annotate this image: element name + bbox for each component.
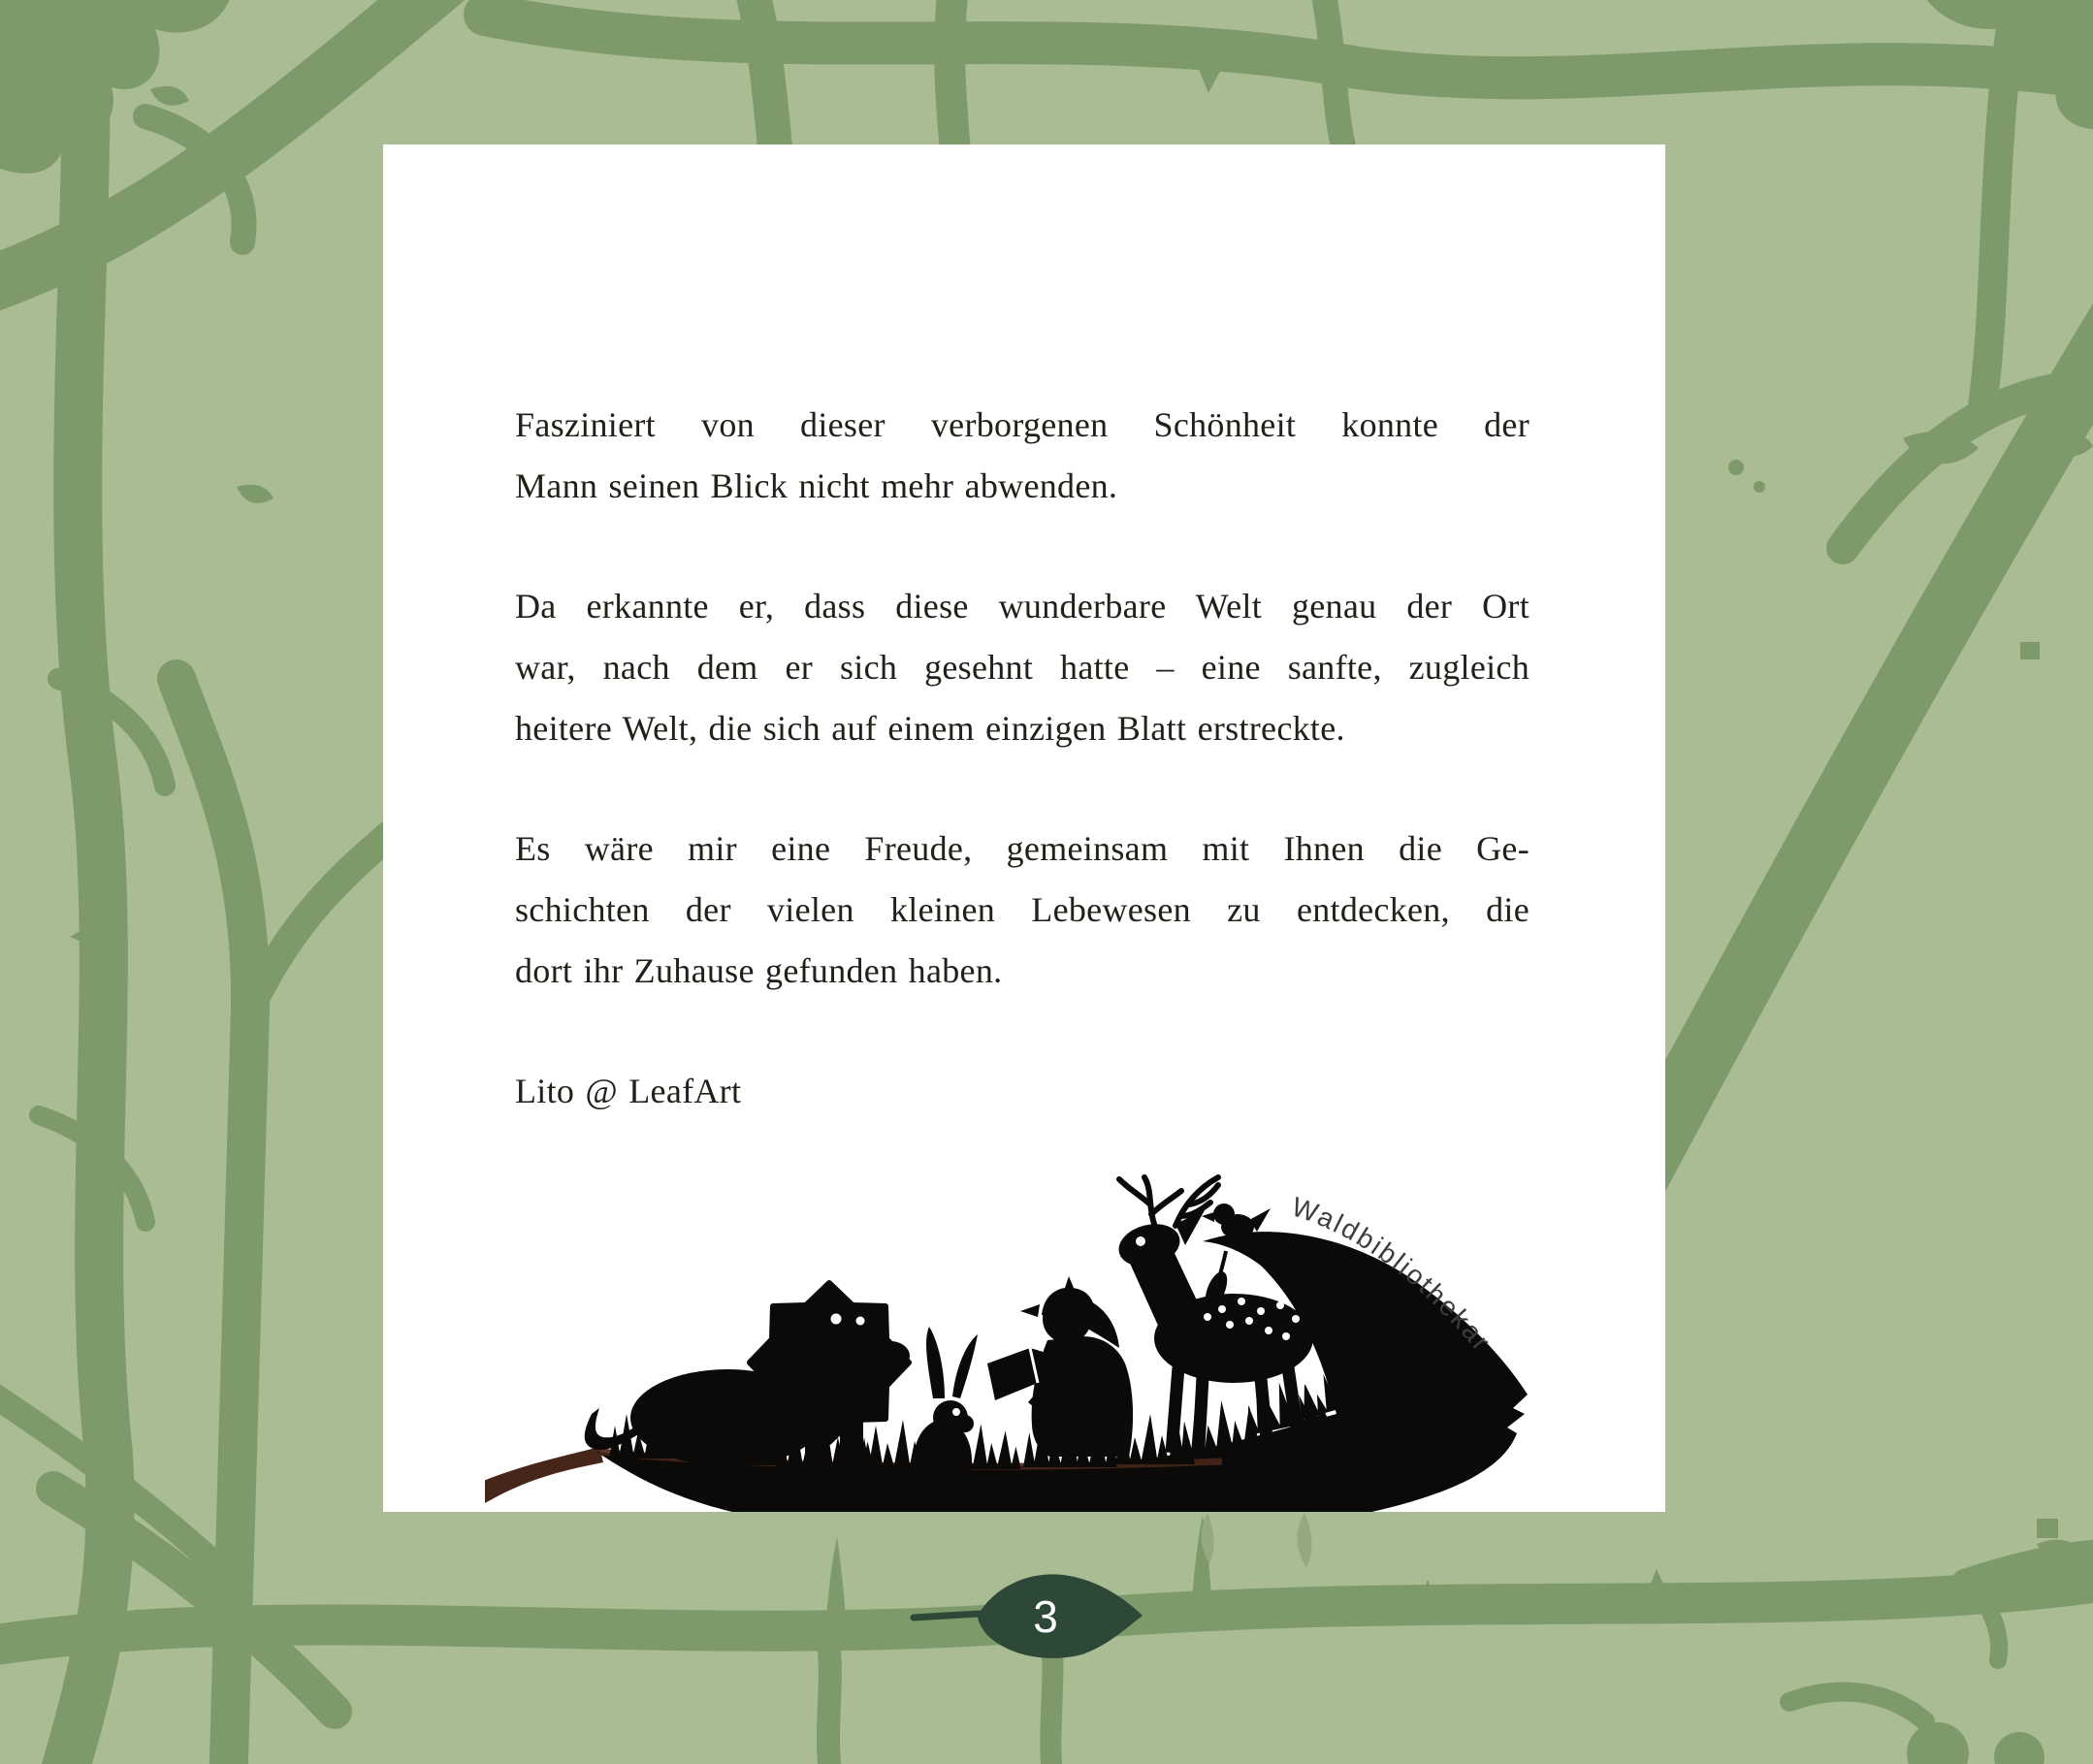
deer-eye: [1136, 1236, 1145, 1246]
page-number: 3: [1033, 1591, 1058, 1642]
lion-eye: [856, 1317, 865, 1326]
story-text: [515, 395, 1530, 1122]
text-line: heitere Welt, die sich auf einem einzigen Blatt erstreckte.: [515, 709, 1345, 748]
leaf-stem: [485, 1447, 603, 1503]
rabbit-eye: [952, 1408, 960, 1416]
leaf-boat-illustration: [485, 1173, 1620, 1512]
curved-label: Waldbibliothekar: [1288, 1191, 1498, 1359]
text-line: Fasziniert von dieser verborgenen Schönheit konnte der: [515, 405, 1530, 444]
text-line: Es wäre mir eine Freude, gemeinsam mit Ihnen die Ge-: [515, 829, 1530, 868]
paragraph: [515, 576, 1530, 759]
text-line: Mann seinen Blick nicht mehr abwenden.: [515, 466, 1118, 505]
text-line: war, nach dem er sich gesehnt hatte – eine sanfte, zugleich: [515, 648, 1530, 687]
page-number-badge: [910, 1567, 1146, 1668]
lion-silhouette: [585, 1283, 910, 1470]
lion-eye: [831, 1314, 842, 1325]
open-book: [987, 1348, 1038, 1400]
deer-antlers: [1119, 1177, 1218, 1226]
paragraph: [515, 395, 1530, 517]
rabbit-silhouette: [914, 1327, 978, 1501]
text-line: dort ihr Zuhause gefunden haben.: [515, 951, 1003, 990]
story-card: [383, 144, 1665, 1512]
badge-stem: [914, 1614, 980, 1618]
author-signature: Lito @ LeafArt: [515, 1072, 742, 1110]
text-line: Da erkannte er, dass diese wunderbare Welt genau der Ort: [515, 587, 1530, 625]
page-leaf-icon: [978, 1574, 1143, 1658]
text-line: schichten der vielen kleinen Lebewesen zu entdecken, die: [515, 890, 1530, 929]
paragraph: [515, 818, 1530, 1002]
soft-leaf-shadows: [1201, 1513, 1311, 1567]
reading-person-silhouette: [987, 1276, 1133, 1457]
